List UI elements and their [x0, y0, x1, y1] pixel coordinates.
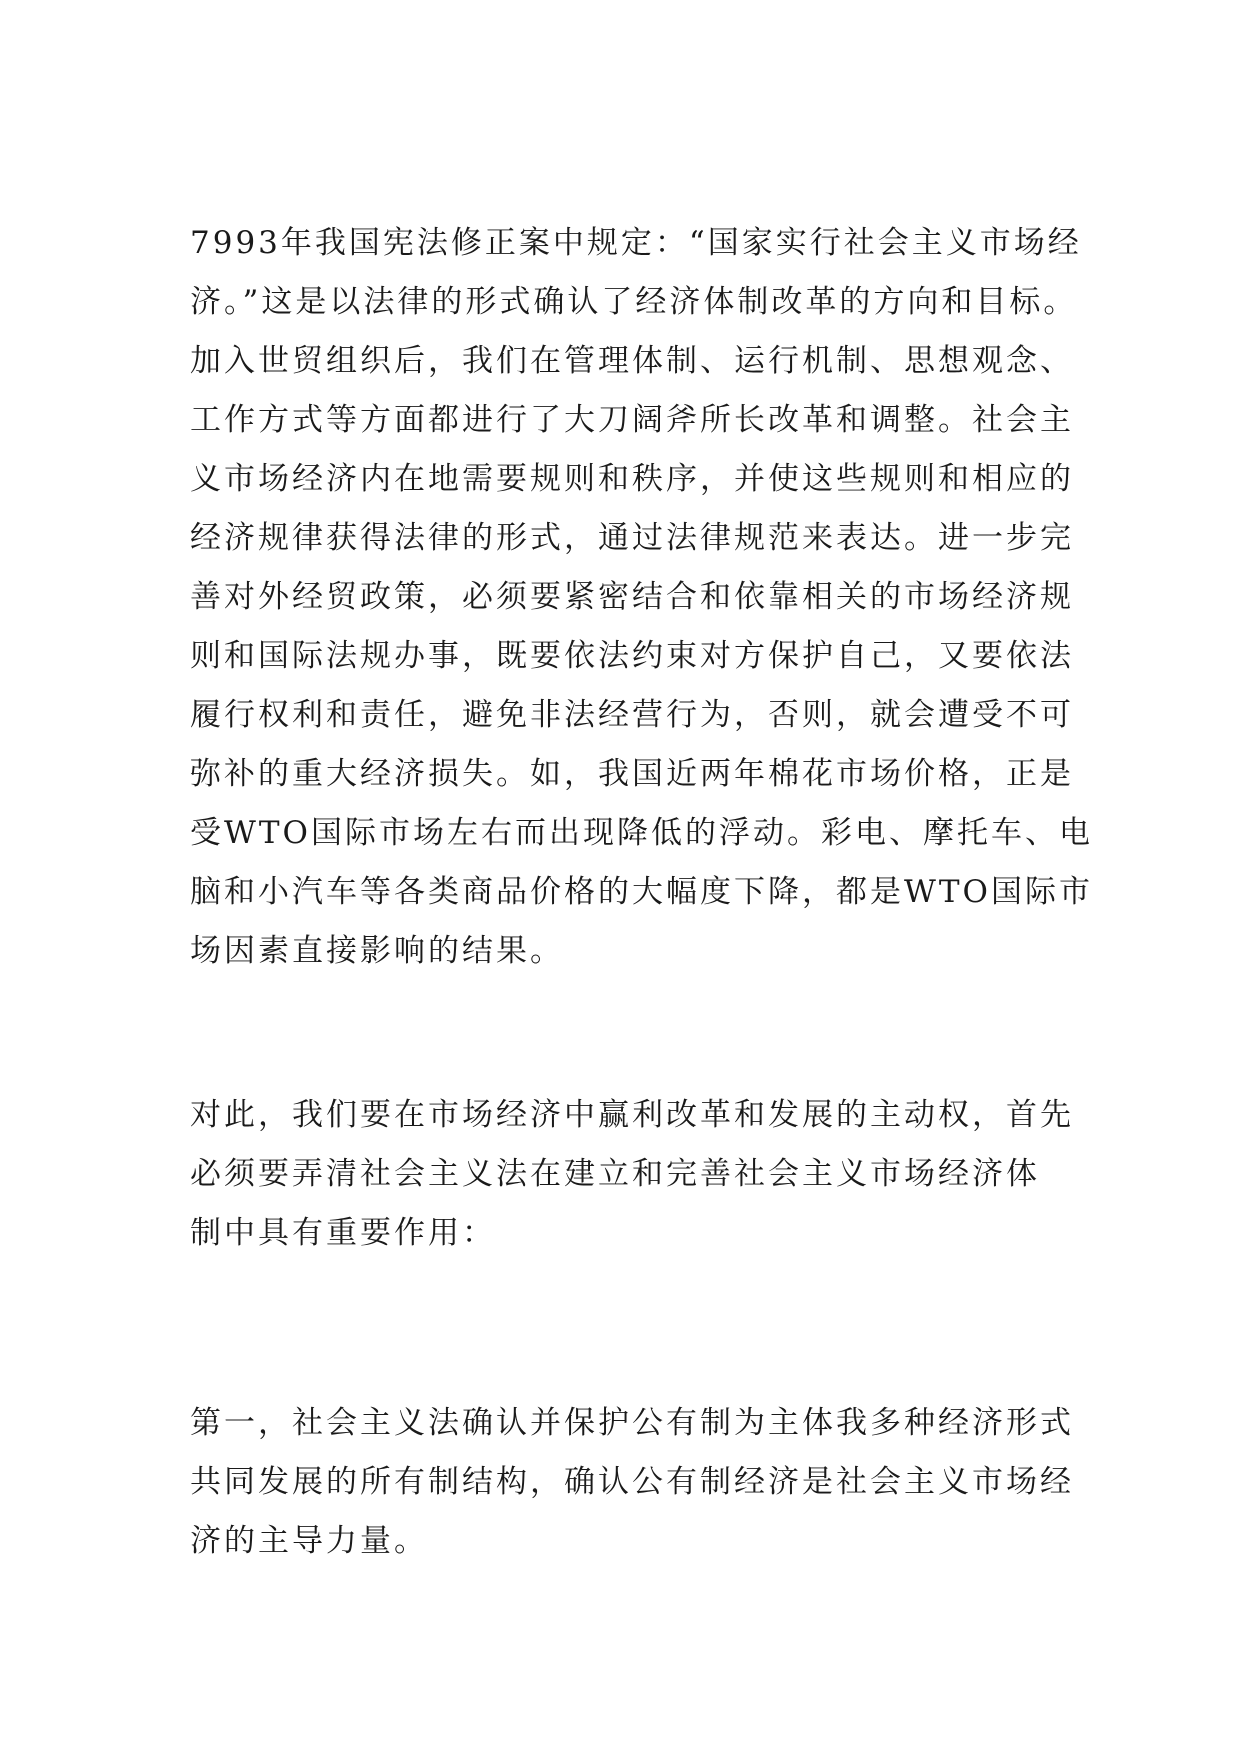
text-line: 共同发展的所有制结构，确认公有制经济是社会主义市场经: [190, 1464, 1074, 1500]
text-line: 脑和小汽车等各类商品价格的大幅度下降，都是WTO国际市: [190, 874, 1093, 910]
text-line: 弥补的重大经济损失。如，我国近两年棉花市场价格，正是: [190, 756, 1074, 792]
text-line: 7993年我国宪法修正案中规定：“国家实行社会主义市场经: [190, 225, 1082, 261]
text-line: 对此，我们要在市场经济中赢利改革和发展的主动权，首先: [190, 1097, 1074, 1133]
text-line: 义市场经济内在地需要规则和秩序，并使这些规则和相应的: [190, 461, 1074, 497]
text-line: 履行权利和责任，避免非法经营行为，否则，就会遭受不可: [190, 697, 1074, 733]
text-line: 工作方式等方面都进行了大刀阔斧所长改革和调整。社会主: [190, 402, 1074, 438]
text-line: 加入世贸组织后，我们在管理体制、运行机制、思想观念、: [190, 343, 1074, 379]
text-line: 济。”这是以法律的形式确认了经济体制改革的方向和目标。: [190, 284, 1078, 320]
text-line: 则和国际法规办事，既要依法约束对方保护自己，又要依法: [190, 638, 1074, 674]
text-line: 必须要弄清社会主义法在建立和完善社会主义市场经济体: [190, 1156, 1040, 1192]
text-line: 场因素直接影响的结果。: [190, 933, 564, 969]
text-line: 第一，社会主义法确认并保护公有制为主体我多种经济形式: [190, 1405, 1074, 1441]
text-line: 经济规律获得法律的形式，通过法律规范来表达。进一步完: [190, 520, 1074, 556]
paragraph-first-point: [190, 1394, 1074, 1571]
text-line: 济的主导力量。: [190, 1523, 428, 1559]
text-line: 制中具有重要作用：: [190, 1215, 496, 1251]
paragraph-market-economy-law: [190, 214, 1093, 981]
paragraph-initiative: [190, 1086, 1074, 1263]
text-line: 受WTO国际市场左右而出现降低的浮动。彩电、摩托车、电: [190, 815, 1093, 851]
text-line: 善对外经贸政策，必须要紧密结合和依靠相关的市场经济规: [190, 579, 1074, 615]
